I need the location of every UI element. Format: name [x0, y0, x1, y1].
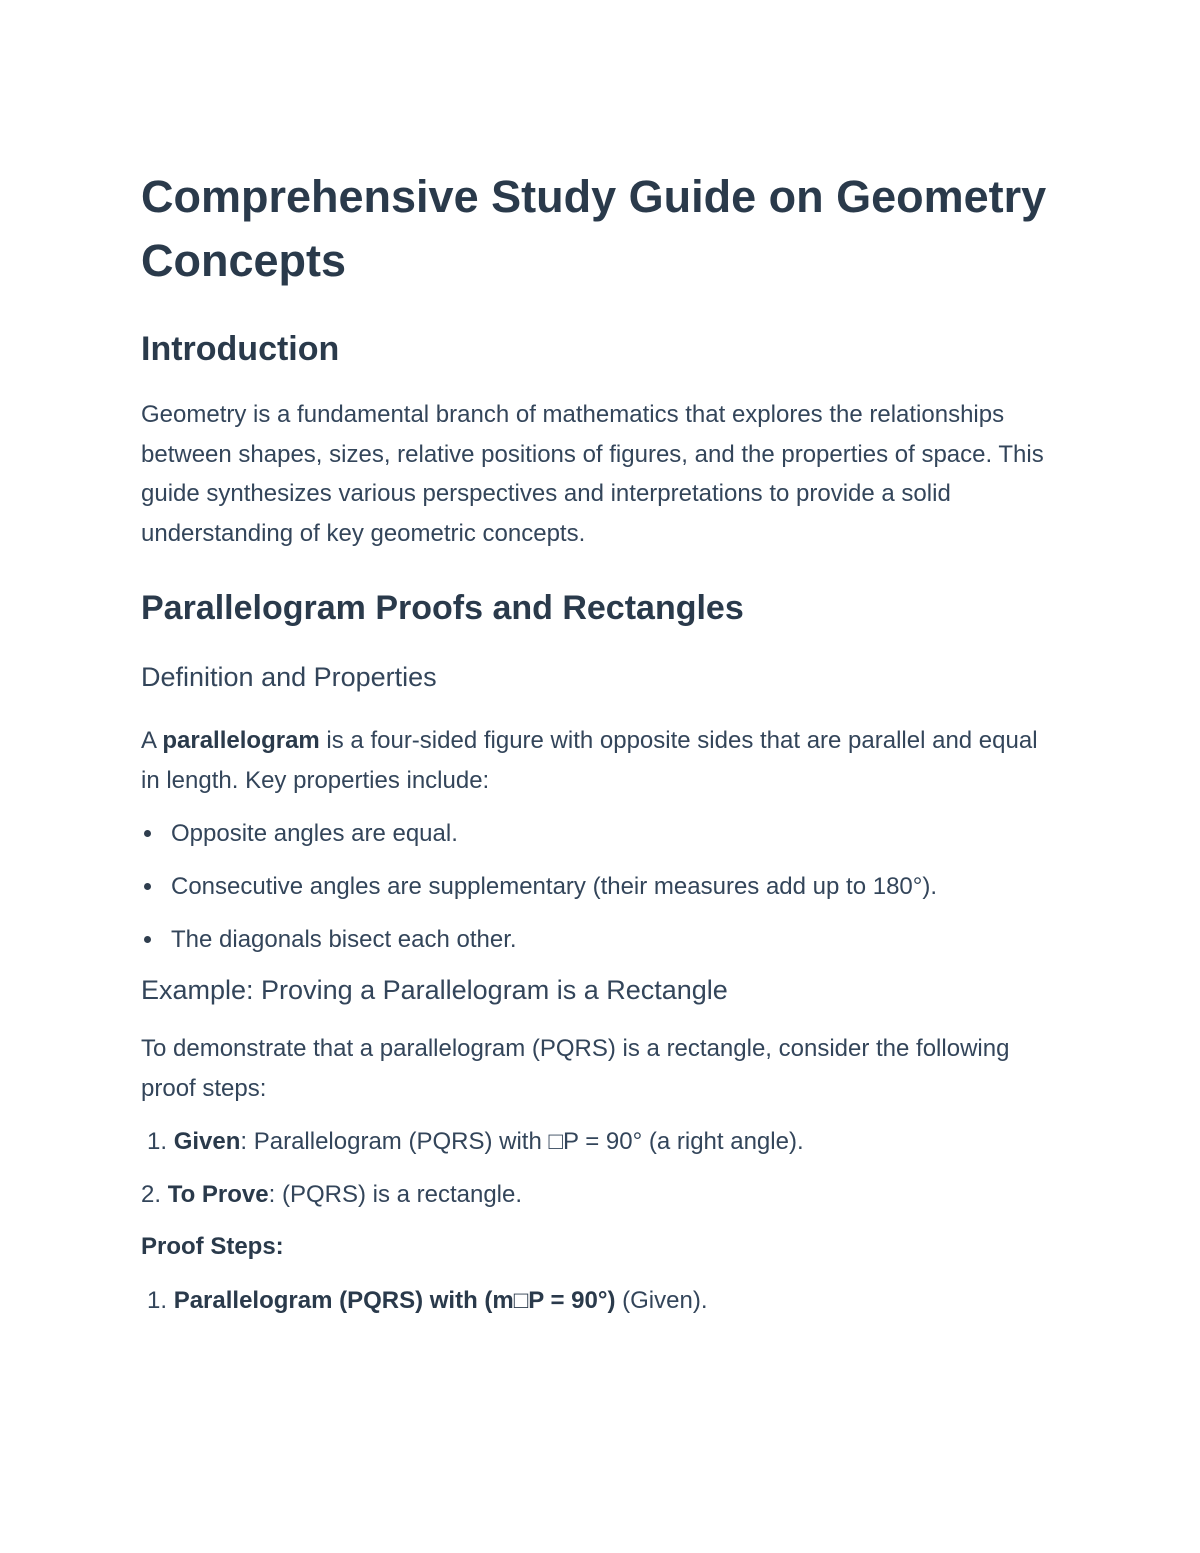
definition-pre: A — [141, 727, 163, 754]
properties-list — [141, 814, 1061, 960]
definition-heading: Definition and Properties — [141, 662, 437, 692]
proof-step-text: (Given). — [615, 1286, 708, 1314]
to-prove-line — [141, 1175, 1061, 1215]
introduction-heading: Introduction — [141, 330, 340, 368]
prove-label: To Prove — [167, 1180, 269, 1208]
list-item-text: Consecutive angles are supplementary (their measures add up to 180°). — [171, 873, 938, 900]
proof-step-1 — [141, 1281, 1061, 1321]
given-line — [141, 1122, 1061, 1162]
proof-step-number: 1. — [147, 1286, 168, 1314]
definition-post: is a four-sided figure with opposite sides that are parallel and equal in length. Key properties include: — [141, 727, 1038, 794]
prove-number: 2. — [141, 1180, 162, 1208]
proof-steps-heading — [141, 1227, 1061, 1267]
section-heading: Parallelogram Proofs and Rectangles — [141, 589, 744, 627]
given-text: : Parallelogram (PQRS) with □P = 90° (a right angle). — [240, 1128, 804, 1155]
list-item — [141, 814, 1061, 854]
bullet-icon — [144, 883, 151, 890]
bullet-icon — [144, 830, 151, 837]
list-item — [141, 867, 1061, 907]
list-item-text: Opposite angles are equal. — [171, 820, 458, 847]
proof-step-bold: Parallelogram (PQRS) with (m□P = 90°) — [173, 1286, 616, 1314]
introduction-paragraph: Geometry is a fundamental branch of mathematics that explores the relationships between shapes, sizes, relative positions of figures, and the properties of space. This guide synthesizes various perspectives and interpretations to provide a solid understanding of key geometric concepts. — [141, 401, 1044, 547]
list-item — [141, 920, 1061, 960]
list-item-text: The diagonals bisect each other. — [171, 926, 517, 953]
prove-text: : (PQRS) is a rectangle. — [268, 1180, 523, 1208]
given-number: 1. — [147, 1128, 168, 1155]
parallelogram-term: parallelogram — [162, 727, 320, 754]
example-paragraph: To demonstrate that a parallelogram (PQRS) is a rectangle, consider the following proof steps: — [141, 1035, 1010, 1102]
proof-steps-label: Proof Steps: — [141, 1233, 284, 1260]
document-page — [141, 165, 1061, 1320]
example-heading: Example: Proving a Parallelogram is a Rectangle — [141, 975, 728, 1005]
definition-paragraph — [141, 721, 1061, 800]
page-title: Comprehensive Study Guide on Geometry Concepts — [141, 171, 1047, 286]
bullet-icon — [144, 936, 151, 943]
given-label: Given — [173, 1128, 241, 1155]
